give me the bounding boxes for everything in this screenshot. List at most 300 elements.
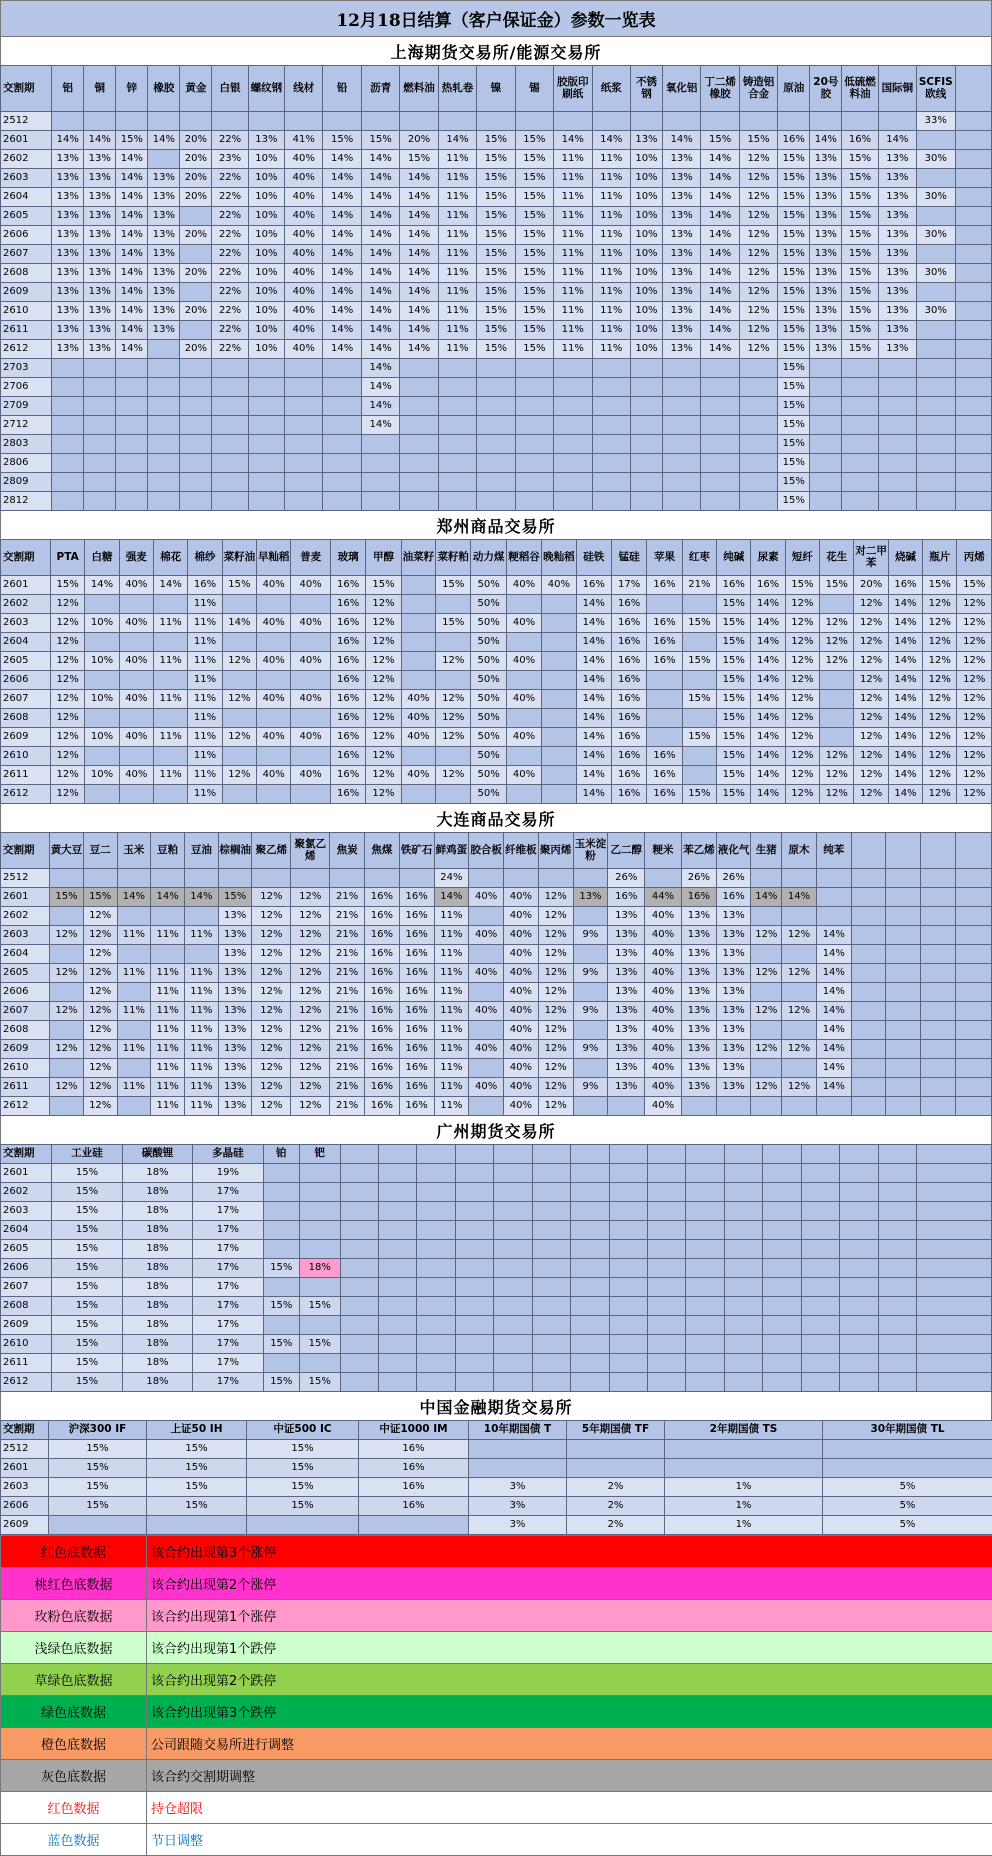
margin-cell: 15% <box>778 340 810 359</box>
margin-cell <box>212 492 248 511</box>
margin-cell: 13% <box>810 302 842 321</box>
margin-cell: 12% <box>923 690 957 709</box>
margin-cell: 13% <box>662 207 700 226</box>
margin-cell: 40% <box>469 1002 504 1021</box>
margin-cell: 15% <box>222 576 256 595</box>
margin-cell: 16% <box>611 671 646 690</box>
margin-cell <box>682 747 716 766</box>
table-row <box>1 747 992 766</box>
margin-cell: 12% <box>854 709 888 728</box>
margin-cell: 15% <box>717 614 751 633</box>
margin-cell: 15% <box>49 1478 147 1497</box>
margin-cell <box>878 378 916 397</box>
margin-cell: 12% <box>538 907 573 926</box>
margin-cell <box>592 454 630 473</box>
margin-cell: 10% <box>630 207 662 226</box>
margin-cell <box>84 473 116 492</box>
margin-cell: 11% <box>554 188 592 207</box>
margin-cell <box>148 397 180 416</box>
margin-cell: 14% <box>888 728 922 747</box>
margin-cell <box>921 907 956 926</box>
margin-cell <box>955 1040 991 1059</box>
margin-cell <box>592 473 630 492</box>
margin-cell: 12% <box>751 1002 782 1021</box>
margin-cell <box>955 131 991 150</box>
margin-cell <box>180 245 212 264</box>
margin-cell: 14% <box>701 226 739 245</box>
margin-cell <box>573 1097 608 1116</box>
column-header: 豆油 <box>185 833 219 869</box>
margin-cell: 11% <box>185 926 219 945</box>
margin-cell: 15% <box>717 690 751 709</box>
margin-cell <box>515 492 553 511</box>
margin-cell: 14% <box>116 169 148 188</box>
margin-cell: 16% <box>359 1459 469 1478</box>
margin-cell <box>917 435 955 454</box>
delivery-period-cell: 2709 <box>1 397 52 416</box>
margin-cell: 12% <box>252 1078 291 1097</box>
margin-cell <box>361 473 399 492</box>
margin-cell: 14% <box>361 207 399 226</box>
margin-cell: 12% <box>252 1002 291 1021</box>
margin-cell <box>609 1316 647 1335</box>
margin-cell: 14% <box>400 226 438 245</box>
margin-cell <box>573 1021 608 1040</box>
margin-cell <box>117 1021 151 1040</box>
margin-cell: 12% <box>785 671 819 690</box>
margin-cell <box>955 283 991 302</box>
margin-cell: 14% <box>751 709 785 728</box>
margin-cell: 13% <box>84 226 116 245</box>
margin-cell: 12% <box>820 766 854 785</box>
margin-cell <box>917 1221 992 1240</box>
margin-cell: 16% <box>364 945 399 964</box>
margin-cell <box>840 1316 878 1335</box>
margin-cell: 3% <box>469 1516 567 1535</box>
column-header: 胶版印刷纸 <box>554 66 592 112</box>
margin-cell <box>751 1097 782 1116</box>
margin-cell: 13% <box>218 926 252 945</box>
margin-cell <box>921 1078 956 1097</box>
margin-cell: 12% <box>366 766 401 785</box>
margin-cell: 21% <box>330 1078 365 1097</box>
margin-cell <box>340 1183 378 1202</box>
margin-cell: 10% <box>630 302 662 321</box>
margin-cell: 14% <box>116 188 148 207</box>
margin-cell <box>878 1354 916 1373</box>
margin-cell: 14% <box>701 283 739 302</box>
margin-cell: 2% <box>567 1516 665 1535</box>
margin-cell <box>257 671 291 690</box>
margin-cell <box>323 378 361 397</box>
margin-cell <box>50 1059 84 1078</box>
margin-cell: 13% <box>84 188 116 207</box>
margin-cell: 12% <box>436 690 471 709</box>
margin-cell <box>506 785 541 804</box>
exchange-title: 大连商品交易所 <box>0 804 992 832</box>
margin-cell <box>851 888 886 907</box>
margin-cell: 40% <box>401 690 435 709</box>
margin-cell: 12% <box>366 671 401 690</box>
column-header: 尿素 <box>751 540 785 576</box>
margin-cell <box>886 907 921 926</box>
column-header: 动力煤 <box>471 540 506 576</box>
margin-cell: 21% <box>330 1059 365 1078</box>
margin-cell: 40% <box>291 766 331 785</box>
column-header: 黄大豆 <box>50 833 84 869</box>
margin-cell: 11% <box>151 964 185 983</box>
margin-cell <box>116 435 148 454</box>
margin-cell <box>751 945 782 964</box>
margin-cell <box>782 945 817 964</box>
margin-cell: 12% <box>291 1097 330 1116</box>
margin-cell <box>573 945 608 964</box>
column-header: 烧碱 <box>888 540 922 576</box>
margin-cell <box>955 340 991 359</box>
margin-cell: 16% <box>330 709 365 728</box>
margin-cell: 15% <box>820 576 854 595</box>
margin-cell: 20% <box>854 576 888 595</box>
column-header: 工业硅 <box>52 1145 122 1164</box>
margin-cell: 14% <box>361 283 399 302</box>
margin-cell: 14% <box>361 188 399 207</box>
margin-cell <box>648 1316 686 1335</box>
margin-cell: 16% <box>364 926 399 945</box>
margin-cell <box>417 1316 455 1335</box>
column-header: 菜籽油 <box>222 540 256 576</box>
legend-description: 该合约出现第3个涨停 <box>147 1536 992 1568</box>
margin-cell <box>554 473 592 492</box>
delivery-period-cell: 2607 <box>1 245 52 264</box>
margin-cell: 18% <box>122 1221 192 1240</box>
margin-cell: 14% <box>400 245 438 264</box>
margin-cell: 11% <box>188 747 222 766</box>
margin-cell: 13% <box>52 302 84 321</box>
margin-cell: 13% <box>608 926 645 945</box>
margin-cell <box>878 1335 916 1354</box>
margin-cell <box>323 473 361 492</box>
margin-cell <box>506 671 541 690</box>
margin-cell: 15% <box>739 131 777 150</box>
margin-cell: 40% <box>257 766 291 785</box>
margin-cell: 13% <box>662 188 700 207</box>
margin-cell: 14% <box>751 766 785 785</box>
margin-cell <box>955 492 991 511</box>
margin-cell <box>340 1373 378 1392</box>
margin-cell: 40% <box>645 983 682 1002</box>
margin-cell: 13% <box>878 321 916 340</box>
margin-cell <box>153 633 187 652</box>
margin-cell: 13% <box>810 188 842 207</box>
margin-cell: 14% <box>323 264 361 283</box>
margin-cell <box>248 454 284 473</box>
margin-cell <box>52 435 84 454</box>
margin-cell: 12% <box>957 785 992 804</box>
margin-cell <box>340 1164 378 1183</box>
margin-cell: 26% <box>716 869 751 888</box>
margin-cell: 12% <box>83 1059 117 1078</box>
delivery-period-cell: 2601 <box>1 576 51 595</box>
margin-cell: 12% <box>957 766 992 785</box>
margin-cell: 12% <box>538 1097 573 1116</box>
margin-cell: 40% <box>504 1097 539 1116</box>
margin-cell: 12% <box>291 945 330 964</box>
table-row <box>1 302 992 321</box>
legend-row <box>1 1728 992 1760</box>
margin-cell <box>248 492 284 511</box>
margin-cell: 16% <box>399 888 434 907</box>
table-row <box>1 964 992 983</box>
margin-cell: 14% <box>361 169 399 188</box>
margin-cell: 13% <box>630 131 662 150</box>
margin-cell: 16% <box>330 576 365 595</box>
margin-cell: 10% <box>630 245 662 264</box>
margin-cell <box>212 454 248 473</box>
margin-cell <box>52 397 84 416</box>
margin-cell <box>917 473 955 492</box>
margin-cell <box>955 169 991 188</box>
table-row <box>1 1335 992 1354</box>
margin-cell: 20% <box>180 188 212 207</box>
margin-cell: 12% <box>50 747 84 766</box>
margin-cell: 11% <box>592 207 630 226</box>
margin-cell <box>212 473 248 492</box>
legend-description: 持仓超限 <box>147 1792 992 1824</box>
table-row <box>1 454 992 473</box>
margin-cell: 15% <box>477 264 515 283</box>
margin-cell: 13% <box>662 283 700 302</box>
margin-cell: 16% <box>330 595 365 614</box>
margin-cell: 15% <box>299 1297 340 1316</box>
margin-cell <box>686 1354 724 1373</box>
margin-cell <box>751 869 782 888</box>
margin-cell <box>180 397 212 416</box>
margin-cell: 10% <box>630 283 662 302</box>
margin-cell <box>554 454 592 473</box>
margin-cell: 13% <box>716 983 751 1002</box>
margin-cell: 14% <box>185 888 219 907</box>
margin-cell <box>222 595 256 614</box>
margin-cell: 13% <box>716 1002 751 1021</box>
margin-cell: 50% <box>471 576 506 595</box>
margin-cell: 40% <box>291 576 331 595</box>
margin-cell: 14% <box>400 340 438 359</box>
column-header: 不锈钢 <box>630 66 662 112</box>
margin-cell: 12% <box>83 1021 117 1040</box>
column-header: 油菜籽 <box>401 540 435 576</box>
margin-cell: 15% <box>682 614 716 633</box>
margin-cell: 14% <box>816 1002 851 1021</box>
margin-cell <box>378 1354 416 1373</box>
margin-cell: 15% <box>515 169 553 188</box>
margin-cell: 12% <box>366 595 401 614</box>
margin-cell <box>801 1164 839 1183</box>
margin-cell <box>117 1097 151 1116</box>
margin-cell <box>494 1335 532 1354</box>
margin-cell <box>532 1335 570 1354</box>
margin-cell <box>955 888 991 907</box>
margin-cell <box>52 454 84 473</box>
legend-description: 该合约交割期调整 <box>147 1760 992 1792</box>
margin-cell: 15% <box>263 1373 299 1392</box>
margin-cell <box>378 1335 416 1354</box>
margin-cell: 12% <box>957 652 992 671</box>
margin-cell <box>263 1202 299 1221</box>
delivery-period-cell: 2603 <box>1 1478 49 1497</box>
margin-cell <box>180 416 212 435</box>
margin-cell: 50% <box>471 728 506 747</box>
margin-cell: 11% <box>434 926 469 945</box>
margin-cell <box>571 1164 609 1183</box>
margin-cell: 15% <box>52 1335 122 1354</box>
delivery-period-cell: 2512 <box>1 112 52 131</box>
margin-cell <box>886 1002 921 1021</box>
table-row <box>1 283 992 302</box>
margin-cell <box>436 785 471 804</box>
margin-cell: 30% <box>917 150 955 169</box>
exchange-title: 中国金融期货交易所 <box>0 1392 992 1420</box>
margin-cell <box>378 1373 416 1392</box>
margin-cell: 15% <box>842 226 878 245</box>
margin-cell: 15% <box>778 283 810 302</box>
margin-cell: 14% <box>116 340 148 359</box>
margin-cell <box>477 435 515 454</box>
margin-cell <box>117 869 151 888</box>
margin-cell <box>763 1183 801 1202</box>
table-row <box>1 785 992 804</box>
legend-key: 灰色底数据 <box>1 1760 147 1792</box>
margin-cell: 15% <box>52 1221 122 1240</box>
margin-cell: 13% <box>218 1021 252 1040</box>
margin-cell: 11% <box>151 926 185 945</box>
margin-cell: 18% <box>122 1202 192 1221</box>
delivery-period-cell: 2602 <box>1 1183 52 1202</box>
margin-cell <box>285 473 323 492</box>
column-header <box>417 1145 455 1164</box>
margin-cell: 13% <box>52 226 84 245</box>
margin-cell: 17% <box>193 1202 263 1221</box>
margin-cell <box>917 169 955 188</box>
margin-cell: 14% <box>85 576 119 595</box>
margin-cell <box>378 1221 416 1240</box>
margin-cell: 11% <box>188 766 222 785</box>
margin-cell: 15% <box>247 1440 359 1459</box>
table-row <box>1 1297 992 1316</box>
margin-cell: 15% <box>218 888 252 907</box>
margin-cell <box>592 416 630 435</box>
margin-cell <box>801 1259 839 1278</box>
margin-cell <box>299 1316 340 1335</box>
margin-cell <box>84 112 116 131</box>
margin-cell <box>148 435 180 454</box>
margin-cell <box>782 1059 817 1078</box>
margin-cell: 16% <box>611 690 646 709</box>
margin-cell: 13% <box>681 1059 716 1078</box>
margin-cell: 10% <box>85 652 119 671</box>
margin-cell: 14% <box>361 359 399 378</box>
margin-cell: 15% <box>778 473 810 492</box>
margin-cell: 12% <box>291 926 330 945</box>
column-header: 豆二 <box>83 833 117 869</box>
table-row <box>1 595 992 614</box>
margin-cell: 16% <box>364 1002 399 1021</box>
margin-cell <box>662 112 700 131</box>
margin-cell: 11% <box>117 964 151 983</box>
margin-cell: 22% <box>212 131 248 150</box>
margin-cell: 16% <box>399 945 434 964</box>
margin-cell <box>917 1316 992 1335</box>
margin-cell <box>494 1373 532 1392</box>
margin-cell: 14% <box>888 747 922 766</box>
column-header: 早籼稻 <box>257 540 291 576</box>
margin-cell <box>662 492 700 511</box>
margin-cell: 12% <box>854 614 888 633</box>
margin-cell <box>686 1240 724 1259</box>
margin-cell: 12% <box>252 945 291 964</box>
margin-cell: 15% <box>400 150 438 169</box>
legend-row <box>1 1536 992 1568</box>
margin-cell <box>810 473 842 492</box>
margin-table <box>0 832 992 1116</box>
margin-cell: 13% <box>810 321 842 340</box>
column-header <box>532 1145 570 1164</box>
column-header: 5年期国债 TF <box>567 1421 665 1440</box>
margin-cell: 11% <box>153 728 187 747</box>
margin-cell: 12% <box>222 652 256 671</box>
margin-cell <box>49 1516 147 1535</box>
margin-cell <box>400 492 438 511</box>
margin-cell: 16% <box>888 576 922 595</box>
margin-cell: 16% <box>359 1478 469 1497</box>
margin-cell: 11% <box>434 1021 469 1040</box>
column-header <box>648 1145 686 1164</box>
column-header: 沥青 <box>361 66 399 112</box>
table-row <box>1 1259 992 1278</box>
margin-cell <box>116 473 148 492</box>
margin-cell: 14% <box>816 983 851 1002</box>
margin-cell: 15% <box>366 576 401 595</box>
margin-cell <box>330 869 365 888</box>
margin-cell <box>417 1183 455 1202</box>
legend-key: 玫粉色底数据 <box>1 1600 147 1632</box>
margin-cell <box>782 1097 817 1116</box>
margin-cell <box>816 888 851 907</box>
margin-cell: 11% <box>185 964 219 983</box>
margin-cell: 13% <box>608 1040 645 1059</box>
margin-cell: 14% <box>816 945 851 964</box>
margin-cell <box>85 785 119 804</box>
margin-cell <box>630 492 662 511</box>
margin-cell: 15% <box>52 1354 122 1373</box>
table-row <box>1 652 992 671</box>
margin-cell <box>494 1278 532 1297</box>
legend-description: 公司跟随交易所进行调整 <box>147 1728 992 1760</box>
margin-cell <box>116 454 148 473</box>
margin-cell: 14% <box>323 150 361 169</box>
margin-cell: 30% <box>917 226 955 245</box>
margin-cell <box>955 907 991 926</box>
margin-cell <box>299 1202 340 1221</box>
margin-cell <box>840 1335 878 1354</box>
margin-cell: 13% <box>716 1021 751 1040</box>
margin-cell: 14% <box>323 188 361 207</box>
margin-cell: 13% <box>662 340 700 359</box>
margin-cell: 40% <box>285 169 323 188</box>
margin-cell: 14% <box>400 264 438 283</box>
margin-cell <box>840 1164 878 1183</box>
margin-cell <box>285 416 323 435</box>
margin-cell <box>455 1183 493 1202</box>
